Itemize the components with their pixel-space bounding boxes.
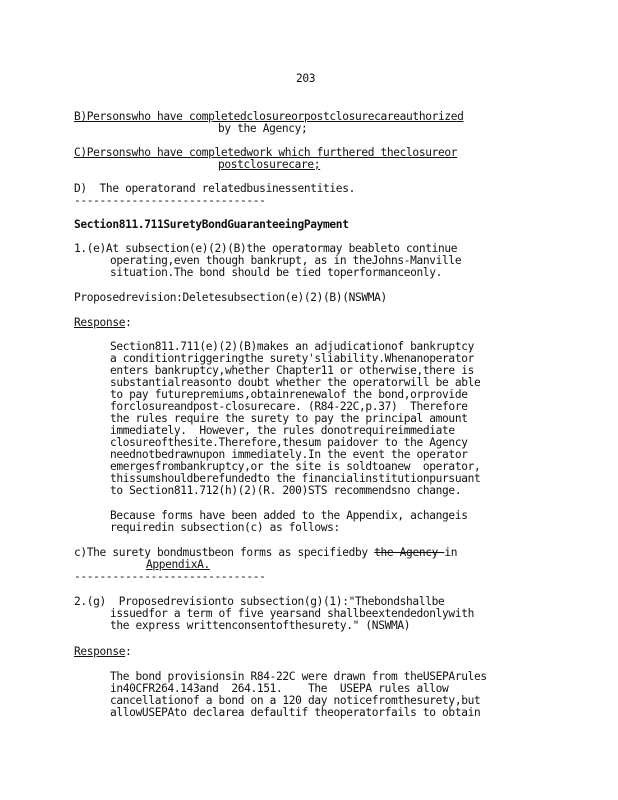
- response1-p1-line3: enters bankruptcy,whether Chapter11 or otherwise,there is: [110, 364, 474, 377]
- item-d: D) The operatorand relatedbusinessentities.: [74, 182, 355, 195]
- divider-1: ------------------------------: [74, 194, 266, 207]
- comment2-line1: 2.(g) Proposedrevisionto subsection(g)(1):"Thebondshallbe: [74, 595, 445, 608]
- comment2-line3: the express writtenconsentofthesurety." (NSWMA): [110, 619, 411, 632]
- comment1-line2: operating,even though bankrupt, as in theJohns-Manville: [110, 254, 462, 267]
- comment2-line2: issuedfor a term of five yearsand shallbeextendedonlywith: [110, 607, 474, 620]
- response1-p1-line9: closureofthesite.Therefore,thesum paidover to the Agency: [110, 436, 468, 449]
- response-colon: :: [125, 316, 132, 329]
- comment1-proposed-revision: Proposedrevision:Deletesubsection(e)(2)(B)(NSWMA): [74, 291, 387, 304]
- response1-p1-line1: Section811.711(e)(2)(B)makes an adjudicationof bankruptcy: [110, 340, 474, 353]
- response1-heading: [74, 316, 131, 329]
- response1-p1-line13: to Section811.712(h)(2)(R. 200)STS recommendsno change.: [110, 484, 462, 497]
- divider-2: ------------------------------: [74, 570, 266, 583]
- comment1-line3: situation.The bond should be tied toperformanceonly.: [110, 266, 443, 279]
- response1-p1-line4: substantialreasonto doubt whether the operatorwill be able: [110, 376, 481, 389]
- response-label: Response: [74, 645, 126, 658]
- response2-line4: allowUSEPAto declarea defaultif theoperatorfails to obtain: [110, 706, 481, 719]
- comment1-line1: 1.(e)At subsection(e)(2)(B)the operatormay beableto continue: [74, 242, 458, 255]
- response1-p1-line5: to pay futurepremiums,obtainrenewalof the bond,orprovide: [110, 388, 468, 401]
- response1-p2-line1: Because forms have been added to the Appendix, achangeis: [110, 509, 468, 522]
- section-heading: Section811.711SuretyBondGuaranteeingPayment: [74, 218, 349, 231]
- response1-p1-line7: the rules require the surety to pay the principal amount: [110, 412, 468, 425]
- response1-p1-line6: forclosureandpost-closurecare. (R84-22C,p.37) Therefore: [110, 400, 468, 413]
- response2-line3: cancellationof a bond on a 120 day noticefromthesurety,but: [110, 694, 481, 707]
- response2-line2: in40CFR264.143and 264.151. The USEPA rules allow: [110, 682, 449, 695]
- response2-line1: The bond provisionsin R84-22C were drawn from theUSEPArules: [110, 670, 487, 683]
- response1-p1-line10: neednotbedrawnupon immediately.In the event the operator: [110, 448, 468, 461]
- page-number: 203: [296, 72, 316, 85]
- response1-p1-line2: a conditiontriggeringthe surety'sliability.Whenanoperator: [110, 352, 474, 365]
- response2-heading: [74, 645, 131, 658]
- item-b-line2: by the Agency;: [218, 122, 308, 135]
- amend-struck-text: the Agency: [374, 546, 445, 559]
- response1-p1-line12: thissumshouldberefundedto the financialinstitutionpursuant: [110, 472, 481, 485]
- item-c-line1: C)Personswho have completedwork which furthered theclosureor: [74, 146, 458, 159]
- item-b-line1: B)Personswho have completedclosureorpostclosurecareauthorized: [74, 110, 464, 123]
- amend-text-prefix: c)The surety bondmustbeon forms as specifiedby: [74, 546, 375, 559]
- item-c-line2: postclosurecare;: [218, 158, 321, 171]
- response1-p1-line11: emergesfrombankruptcy,or the site is soldtoanew operator,: [110, 460, 481, 473]
- amend-text-suffix: in: [444, 546, 458, 559]
- amended-subsection-c-line2: AppendixA.: [146, 558, 210, 571]
- response-colon: :: [125, 645, 132, 658]
- amended-subsection-c-line1: [74, 546, 457, 559]
- response1-p2-line2: requiredin subsection(c) as follows:: [110, 521, 340, 534]
- response1-p1-line8: immediately. However, the rules donotrequireimmediate: [110, 424, 455, 437]
- response-label: Response: [74, 316, 126, 329]
